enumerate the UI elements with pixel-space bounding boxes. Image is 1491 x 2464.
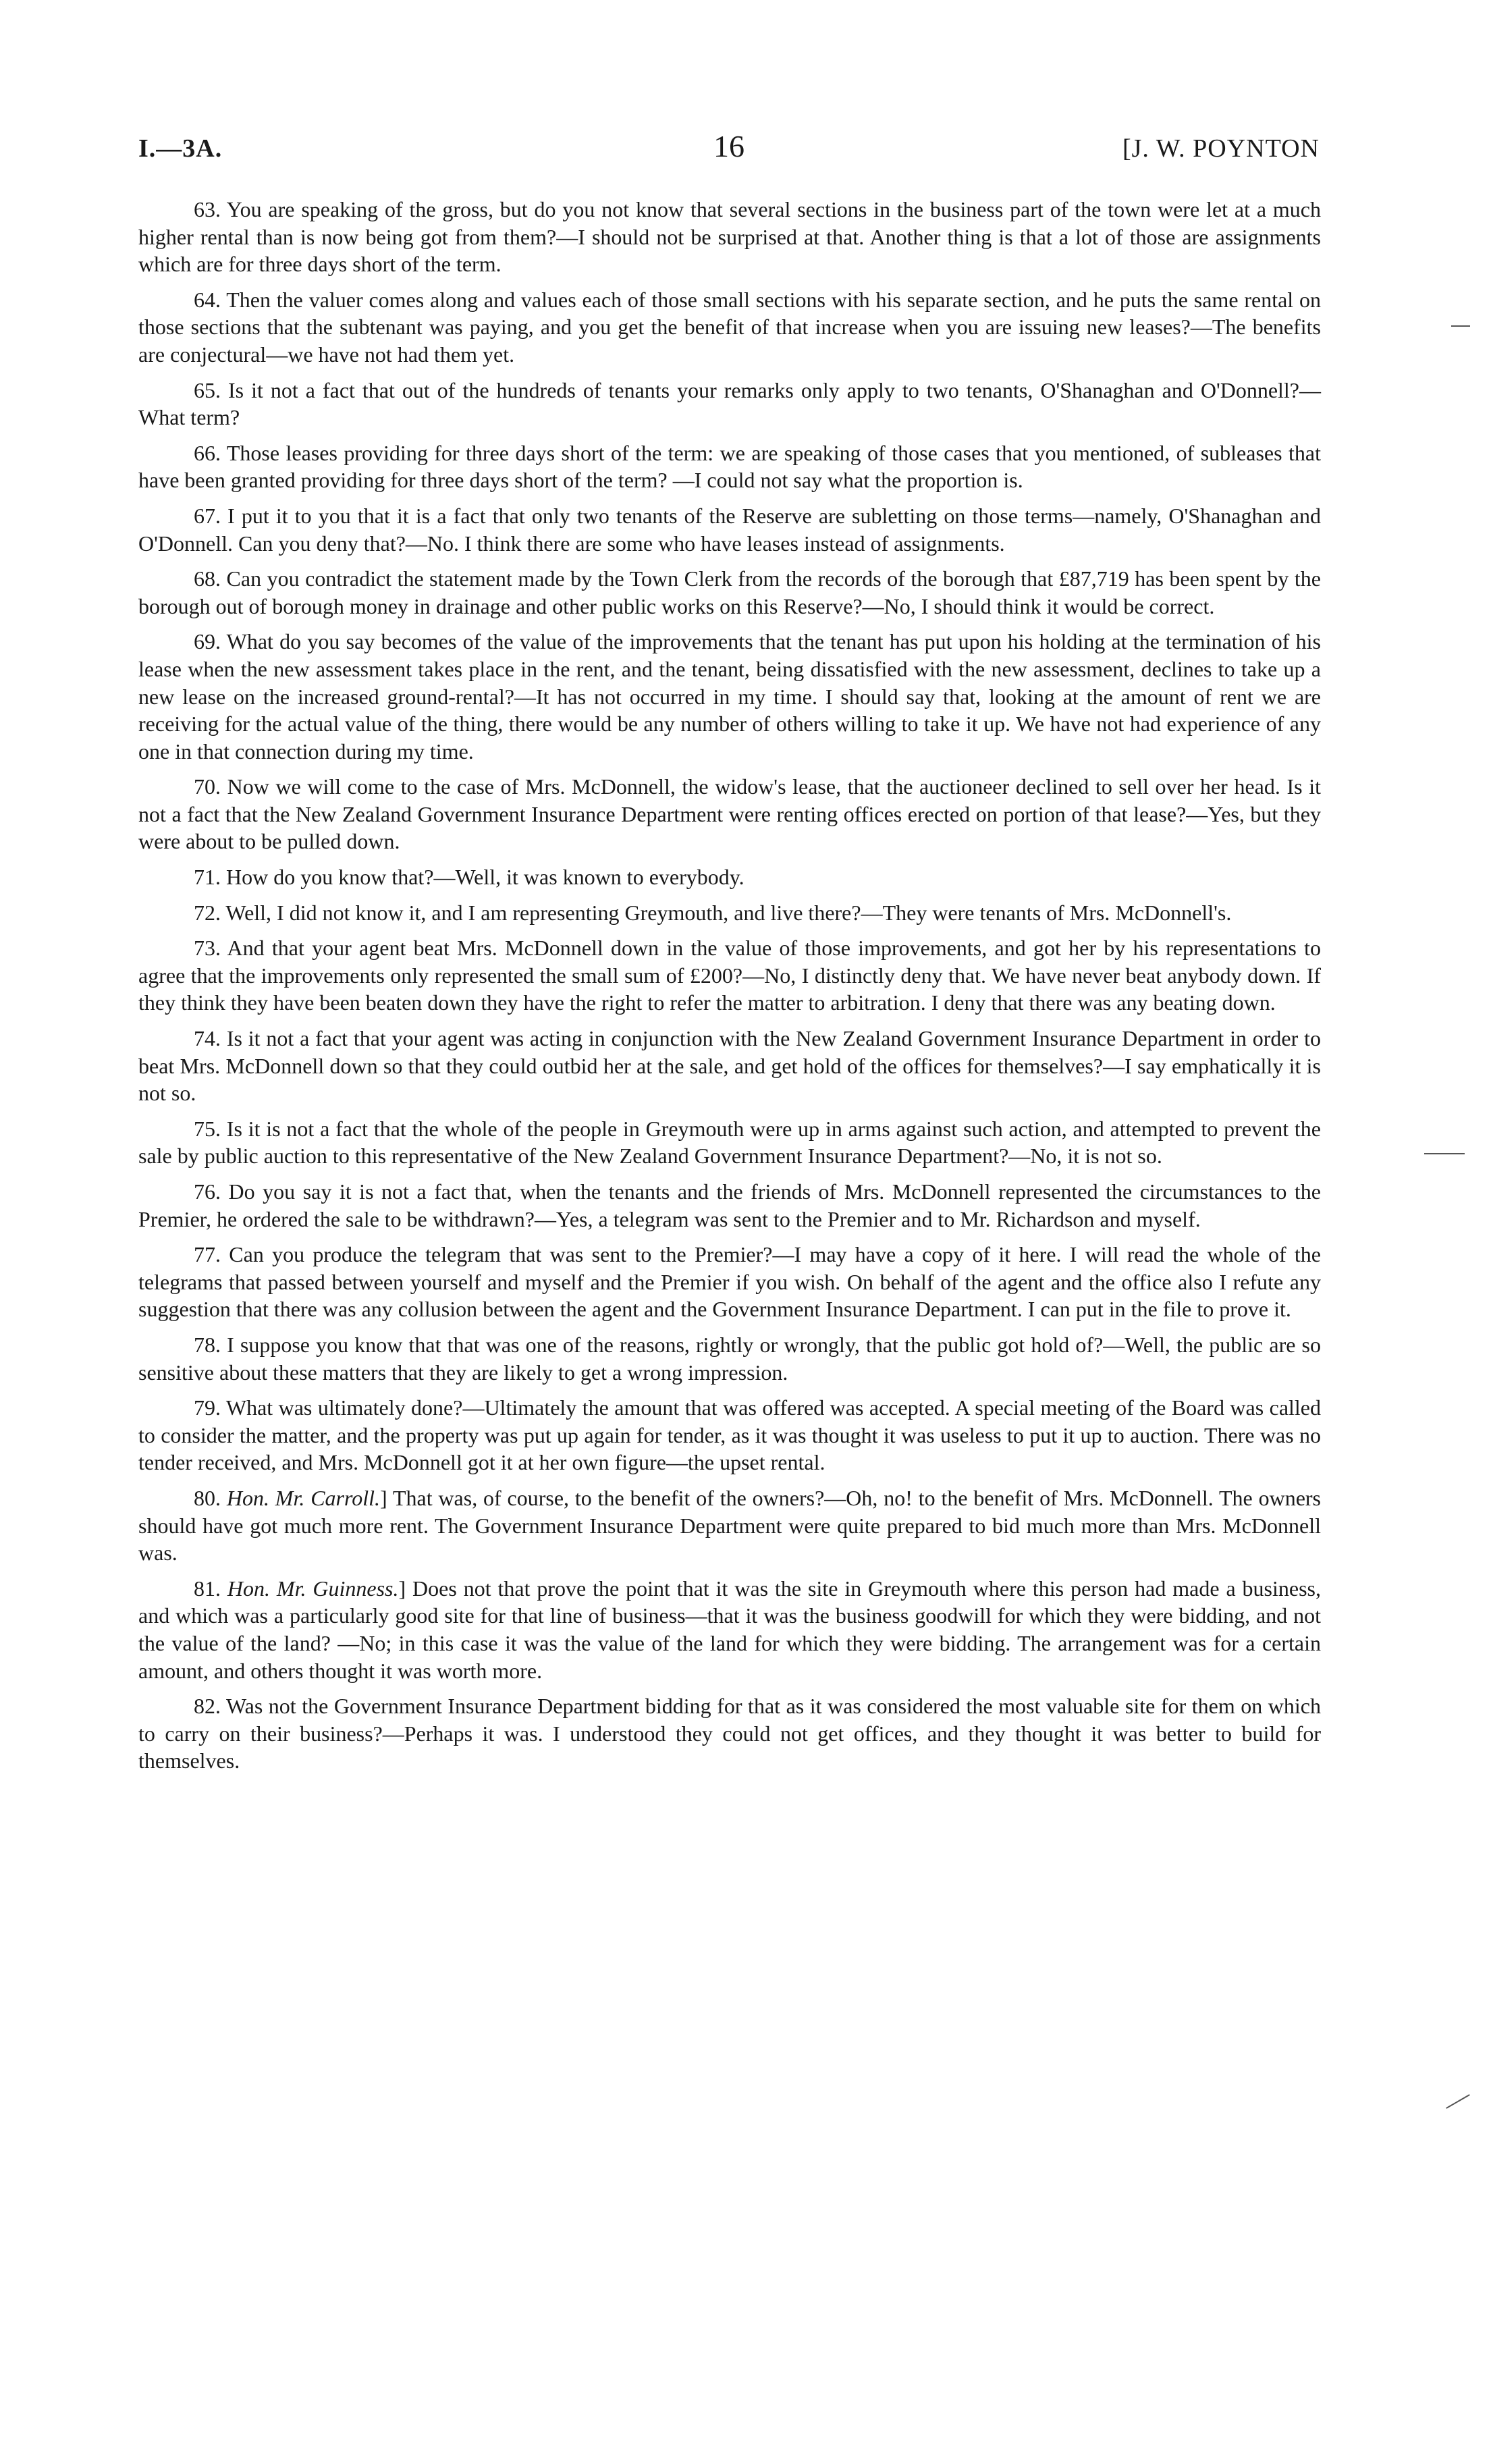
question-78 — [138, 1331, 1321, 1386]
question-number: 64. — [194, 287, 221, 312]
question-text: Now we will come to the case of Mrs. McDonnell, the widow's lease, that the auctioneer declined to sell over her head. Is it not a fact that the New Zealand Government Insurance Department were renting offices erected on portion of that lease?—Yes, but they were about to be pulled down. — [138, 774, 1322, 854]
question-text: Do you say it is not a fact that, when the tenants and the friends of Mrs. McDonnell represented the circumstances to the Premier, he ordered the sale to be withdrawn?—Yes, a telegram was sent to the Premier and to Mr. Richardson and myself. — [138, 1179, 1322, 1231]
question-number: 81. — [194, 1576, 221, 1601]
question-81 — [138, 1575, 1321, 1684]
question-73 — [138, 934, 1321, 1017]
question-76 — [138, 1178, 1321, 1233]
question-66 — [138, 439, 1321, 494]
question-80 — [138, 1484, 1321, 1567]
question-text: And that your agent beat Mrs. McDonnell down in the value of those improvements, and got her by his representations to agree that the improvements only represented the small sum of £200?—No, I distinctly deny that. We have never beat anybody down. If they think they have been beaten down they have the right to refer the matter to arbitration. I deny that there was any beating down. — [138, 936, 1322, 1015]
question-68 — [138, 565, 1321, 620]
question-text: You are speaking of the gross, but do you not know that several sections in the business part of the town were let at a much higher rental than is now being got from them?—I should not be surprised at that. Another thing is that a lot of those are assignments which are for three days short of the term. — [138, 197, 1322, 277]
question-number: 63. — [194, 197, 221, 221]
question-text: What was ultimately done?—Ultimately the amount that was offered was accepted. A special meeting of the Board was called to consider the matter, and the property was put up again for tender, as it was thought it was useless to put it up to auction. There was no tender received, and Mrs. McDonnell got it at her own figure—the upset rental. — [138, 1395, 1322, 1475]
question-text: Is it is not a fact that the whole of the people in Greymouth were up in arms against such action, and attempted to prevent the sale by public auction to this representative of the New Zealand Government Insurance Department?—No, it is not so. — [138, 1116, 1322, 1169]
question-text: ] Does not that prove the point that it was the site in Greymouth where this person had made a business, and which was a particularly good site for that line of business—that it was the business goodwill for which they were bidding, and not the value of the land? —No; in this case it was the value of the land for which they were bidding. The arrangement was for a certain amount, and others thought it was worth more. — [138, 1576, 1322, 1683]
question-text: How do you know that?—Well, it was known to everybody. — [226, 865, 744, 890]
question-number: 69. — [194, 629, 221, 654]
question-67 — [138, 502, 1321, 557]
page-number: 16 — [713, 129, 744, 163]
question-74 — [138, 1025, 1321, 1107]
question-number: 70. — [194, 774, 221, 799]
question-number: 65. — [194, 377, 221, 402]
paper-reference: I.—3A. — [138, 134, 223, 163]
question-number: 74. — [194, 1026, 221, 1051]
question-72 — [138, 899, 1321, 927]
question-number: 79. — [194, 1395, 221, 1420]
question-text: Well, I did not know it, and I am representing Greymouth, and live there?—They were tenants of Mrs. McDonnell's. — [225, 900, 1232, 925]
question-75 — [138, 1115, 1321, 1170]
question-text: I put it to you that it is a fact that only two tenants of the Reserve are subletting on those terms—namely, O'Shanaghan and O'Donnell. Can you deny that?—No. I think there are some who have leases instead of assignments. — [138, 503, 1322, 556]
question-71 — [138, 863, 1321, 891]
page-header — [138, 128, 1320, 176]
question-text: ] That was, of course, to the benefit of the owners?—Oh, no! to the benefit of Mrs. McDonnell. The owners should have got much more rent. The Government Insurance Department were quite prepared to bid much more than Mrs. McDonnell was. — [138, 1485, 1322, 1565]
question-number: 67. — [194, 503, 221, 528]
witness-name: [J. W. POYNTON — [1122, 134, 1320, 163]
question-text: Then the valuer comes along and values each of those small sections with his separate section, and he puts the same rental on those sections that the subtenant was paying, and you get the benefit of that increase when you are issuing new leases?—The benefits are conjectural—we have not had them yet. — [138, 287, 1322, 367]
question-number: 73. — [194, 936, 221, 961]
question-number: 66. — [194, 440, 221, 465]
question-number: 71. — [194, 865, 221, 890]
question-82 — [138, 1692, 1321, 1775]
margin-mark — [1446, 2094, 1470, 2109]
evidence-text — [138, 196, 1321, 1783]
question-number: 76. — [194, 1179, 221, 1204]
speaker-name: Hon. Mr. Guinness. — [227, 1576, 399, 1601]
question-text: Is it not a fact that out of the hundreds of tenants your remarks only apply to two tenants, O'Shanaghan and O'Donnell?—What term? — [138, 377, 1322, 430]
margin-mark — [1451, 325, 1470, 327]
question-number: 82. — [194, 1694, 221, 1719]
question-69 — [138, 628, 1321, 765]
question-number: 77. — [194, 1242, 221, 1267]
margin-mark — [1424, 1153, 1465, 1154]
question-text: Can you contradict the statement made by the Town Clerk from the records of the borough that £87,719 has been spent by the borough out of borough money in drainage and other public works on this Reserve?—No, I should think it would be correct. — [138, 566, 1322, 618]
question-text: Those leases providing for three days short of the term: we are speaking of those cases that you mentioned, of subleases that have been granted providing for three days short of the term? —I could not say what the proportion is. — [138, 440, 1322, 493]
question-number: 80. — [194, 1485, 221, 1510]
speaker-name: Hon. Mr. Carroll. — [226, 1485, 381, 1510]
question-number: 68. — [194, 566, 221, 591]
question-text: I suppose you know that that was one of the reasons, rightly or wrongly, that the public got hold of?—Well, the public are so sensitive about these matters that they are likely to get a wrong impression. — [138, 1332, 1322, 1385]
question-64 — [138, 286, 1321, 369]
question-70 — [138, 773, 1321, 855]
question-text: Is it not a fact that your agent was acting in conjunction with the New Zealand Government Insurance Department in order to beat Mrs. McDonnell down so that they could outbid her at the sale, and get hold of the offices for themselves?—I say emphatically it is not so. — [138, 1026, 1322, 1106]
question-79 — [138, 1394, 1321, 1476]
question-number: 72. — [194, 900, 221, 925]
question-65 — [138, 377, 1321, 431]
question-text: Was not the Government Insurance Department bidding for that as it was considered the most valuable site for them on which to carry on their business?—Perhaps it was. I understood they could not get offices, and they thought it was better to build for themselves. — [138, 1694, 1322, 1773]
question-63 — [138, 196, 1321, 278]
question-77 — [138, 1241, 1321, 1323]
question-text: What do you say becomes of the value of the improvements that the tenant has put upon his holding at the termination of his lease when the new assessment takes place in the rent, and the tenant, being dissatisfied with the new assessment, declines to take up a new lease on the increased ground-rental?—It has not occurred in my time. I should say that, looking at the amount of rent we are receiving for the actual value of the thing, there would be any number of others willing to take it up. We have not had experience of any one in that connection during my time. — [138, 629, 1322, 764]
question-number: 75. — [194, 1116, 221, 1141]
question-text: Can you produce the telegram that was sent to the Premier?—I may have a copy of it here. I will read the whole of the telegrams that passed between yourself and myself and the Premier if you wish. On behalf of the agent and the office also I refute any suggestion that there was any collusion between the agent and the Government Insurance Department. I can put in the file to prove it. — [138, 1242, 1322, 1322]
question-number: 78. — [194, 1332, 221, 1357]
